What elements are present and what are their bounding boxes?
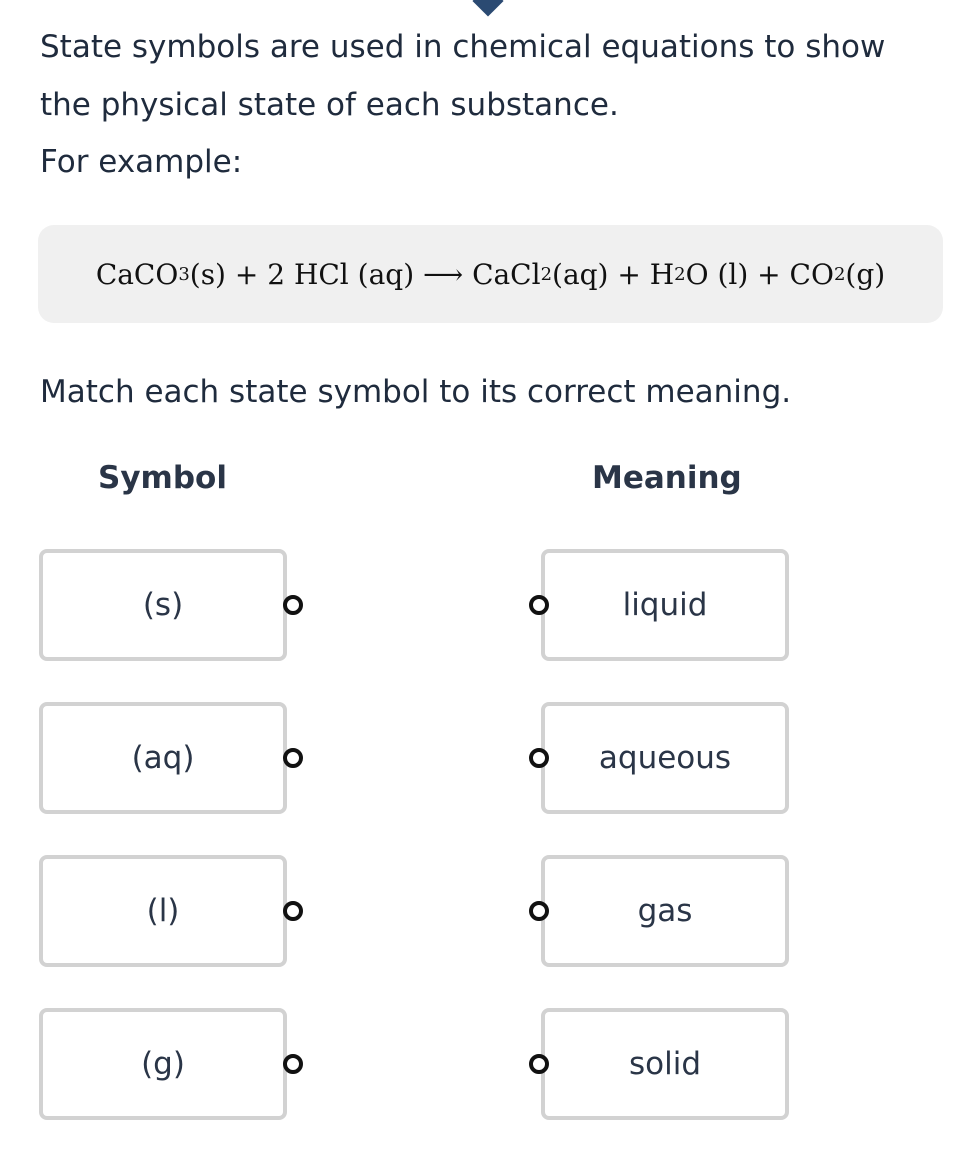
symbol-card-l[interactable]: (l)	[39, 855, 287, 967]
eq-sub: 2	[540, 263, 553, 285]
meaning-connector-dot[interactable]	[529, 901, 549, 921]
symbol-card-s[interactable]: (s)	[39, 549, 287, 661]
meaning-header: Meaning	[592, 460, 742, 496]
meaning-connector-dot[interactable]	[529, 595, 549, 615]
meaning-card-aqueous[interactable]: aqueous	[541, 702, 789, 814]
symbol-connector-dot[interactable]	[283, 748, 303, 768]
meaning-connector-dot[interactable]	[529, 1054, 549, 1074]
intro-line-2: the physical state of each substance.	[40, 87, 619, 123]
eq-part: CaCO	[95, 257, 179, 291]
eq-sub: 3	[178, 263, 190, 285]
for-example-label: For example:	[40, 144, 243, 180]
eq-part: (aq) + H	[552, 257, 675, 291]
eq-part: O (l) + CO	[685, 257, 834, 291]
meaning-card-gas[interactable]: gas	[541, 855, 789, 967]
meaning-connector-dot[interactable]	[529, 748, 549, 768]
symbol-header: Symbol	[98, 460, 227, 496]
intro-line-1: State symbols are used in chemical equations to show	[40, 29, 886, 65]
eq-sub: 2	[674, 263, 686, 285]
meaning-card-liquid[interactable]: liquid	[541, 549, 789, 661]
eq-sub: 2	[833, 263, 846, 285]
symbol-card-aq[interactable]: (aq)	[39, 702, 287, 814]
symbol-connector-dot[interactable]	[283, 901, 303, 921]
symbol-card-g[interactable]: (g)	[39, 1008, 287, 1120]
symbol-connector-dot[interactable]	[283, 1054, 303, 1074]
instruction: Match each state symbol to its correct meaning.	[40, 374, 792, 410]
collapse-caret-icon[interactable]	[472, 0, 503, 17]
eq-part: (s) + 2 HCl (aq) ⟶ CaCl	[189, 257, 541, 291]
meaning-card-solid[interactable]: solid	[541, 1008, 789, 1120]
symbol-connector-dot[interactable]	[283, 595, 303, 615]
eq-part: (g)	[845, 257, 886, 291]
example-equation	[38, 225, 943, 323]
